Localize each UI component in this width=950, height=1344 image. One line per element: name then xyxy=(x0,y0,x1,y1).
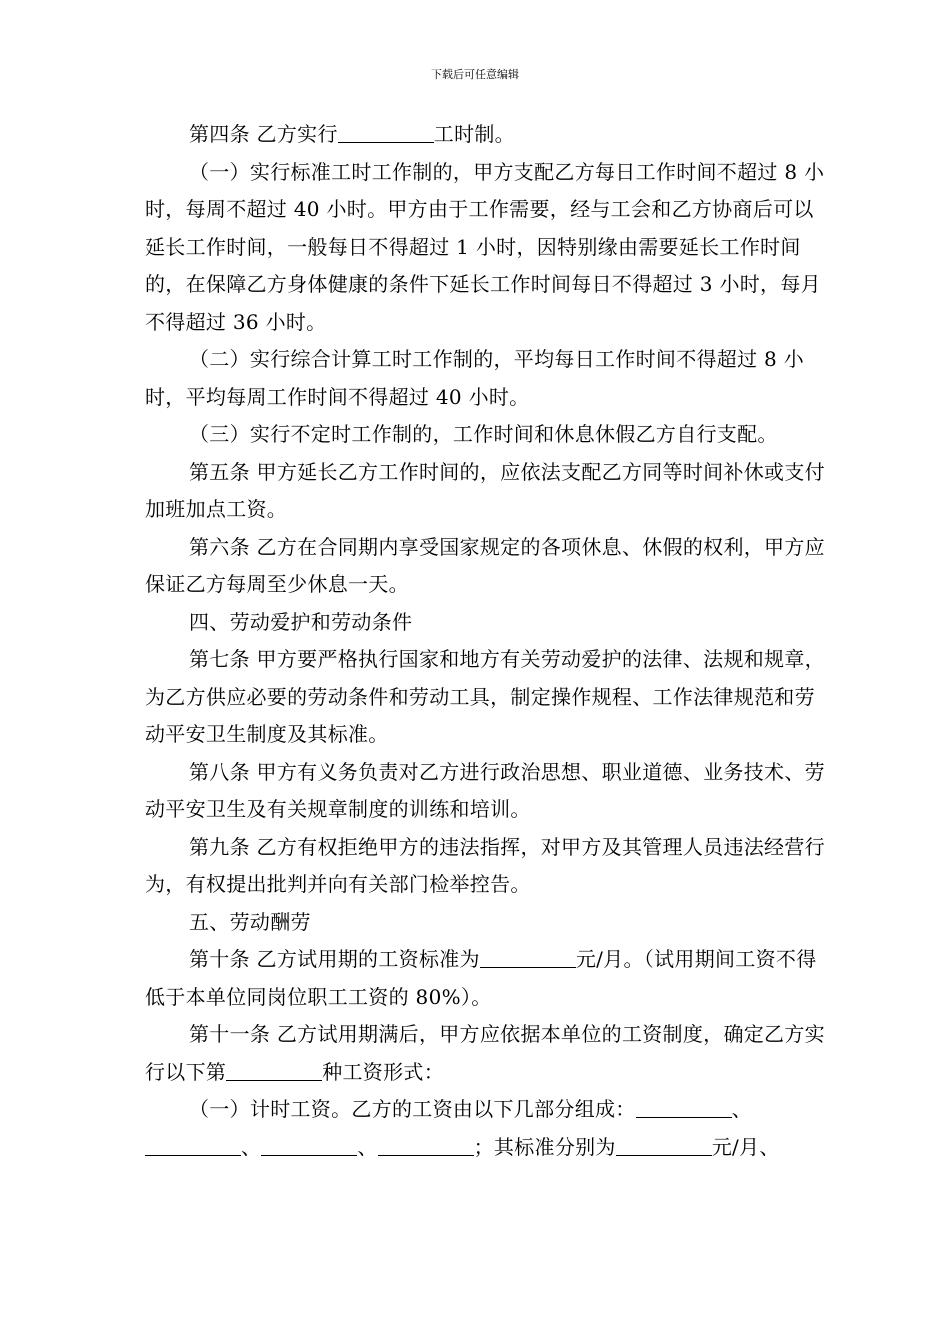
section-heading-4: 四、劳动爱护和劳动条件 xyxy=(189,609,413,634)
blank-field[interactable] xyxy=(226,1058,322,1081)
article-5: 第五条 甲方延长乙方工作时间的，应依法支配乙方同等时间补休或支付加班加点工资。 xyxy=(145,459,825,521)
section-heading-5: 五、劳动酬劳 xyxy=(189,909,311,934)
blank-field[interactable] xyxy=(338,120,434,143)
blank-field[interactable] xyxy=(145,1133,241,1156)
article-11-clause-1: （一）计时工资。乙方的工资由以下几部分组成： 、、 、 ；其标准分别为 元/月、 xyxy=(145,1091,825,1166)
blank-field[interactable] xyxy=(480,945,576,968)
article-4-clause-1: （一）实行标准工时工作制的，甲方支配乙方每日工作时间不超过 8 小时，每周不超过 40 小时。甲方由于工作需要，经与工会和乙方协商后可以延长工作时间，一般每日不得超过 1 小时，因特别缘由需要延长工作时间的，在保障乙方身体健康的条件下延长工作时间每日不得超过 3 小时，每月不得超过 36 小时。 xyxy=(145,159,825,334)
blank-field[interactable] xyxy=(636,1095,732,1118)
article-7: 第七条 甲方要严格执行国家和地方有关劳动爱护的法律、法规和规章，为乙方供应必要的劳动条件和劳动工具，制定操作规程、工作法律规范和劳动平安卫生制度及其标准。 xyxy=(145,647,825,746)
article-4-clause-3: （三）实行不定时工作制的，工作时间和休息休假乙方自行支配。 xyxy=(189,422,778,446)
article-10: 第十条 乙方试用期的工资标准为 元/月。（试用期间工资不得低于本单位同岗位职工工资的 80%）。 xyxy=(145,947,817,1009)
blank-field[interactable] xyxy=(378,1133,474,1156)
page-header: 下载后可任意编辑 xyxy=(431,68,519,81)
article-6: 第六条 乙方在合同期内享受国家规定的各项休息、休假的权利，甲方应保证乙方每周至少休息一天。 xyxy=(145,534,825,596)
blank-field[interactable] xyxy=(261,1133,357,1156)
article-11: 第十一条 乙方试用期满后，甲方应依据本单位的工资制度，确定乙方实行以下第 种工资形式： xyxy=(145,1022,825,1084)
article-8: 第八条 甲方有义务负责对乙方进行政治思想、职业道德、业务技术、劳动平安卫生及有关规章制度的训练和培训。 xyxy=(145,759,825,821)
article-4: 第四条 乙方实行 工时制。 xyxy=(189,122,515,146)
document-body xyxy=(145,116,825,1166)
blank-field[interactable] xyxy=(616,1133,712,1156)
article-4-clause-2: （二）实行综合计算工时工作制的，平均每日工作时间不得超过 8 小时，平均每周工作时间不得超过 40 小时。 xyxy=(145,347,805,409)
article-9: 第九条 乙方有权拒绝甲方的违法指挥，对甲方及其管理人员违法经营行为，有权提出批判并向有关部门检举控告。 xyxy=(145,834,825,896)
